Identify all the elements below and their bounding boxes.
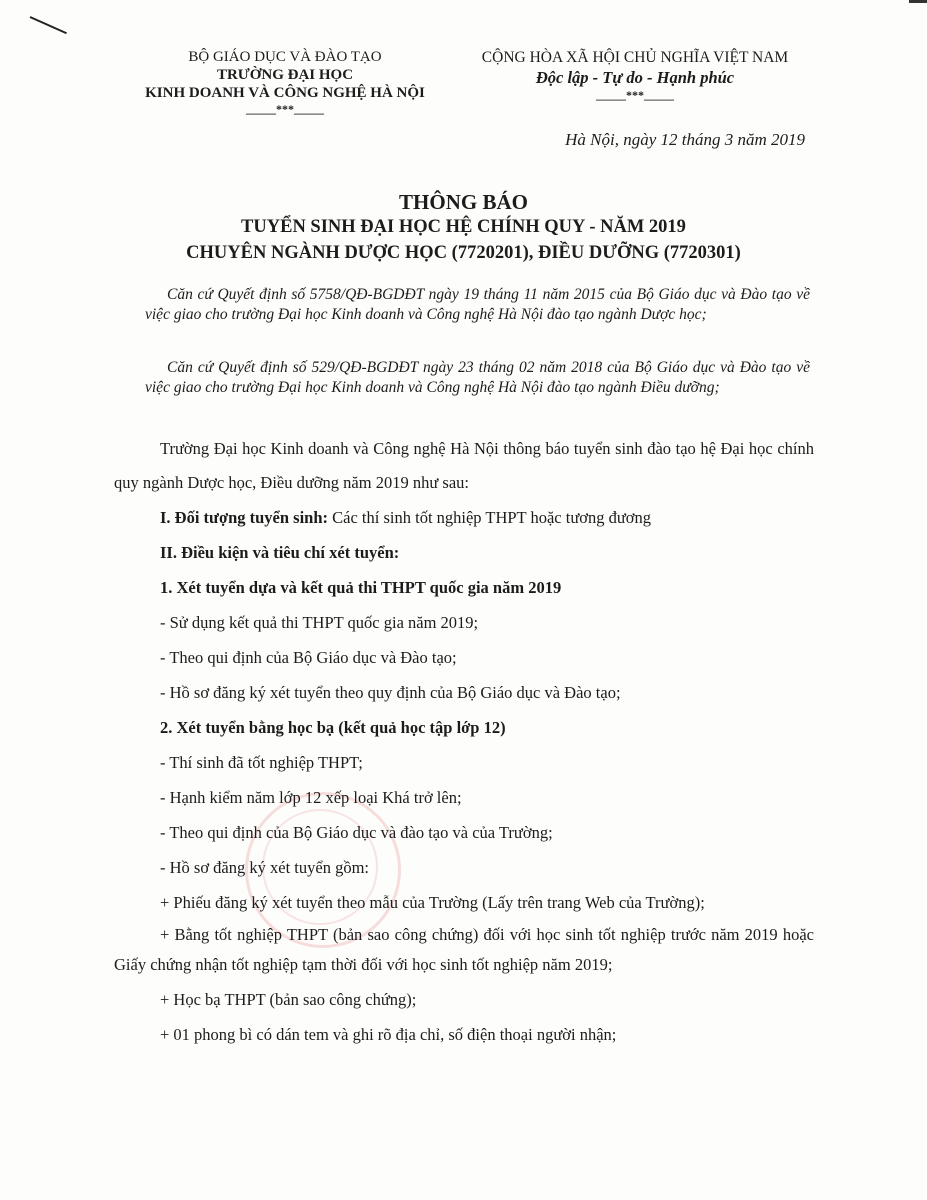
issuer-header [135,48,435,116]
document-title: THÔNG BÁO [399,190,528,214]
document-subtitle: TUYỂN SINH ĐẠI HỌC HỆ CHÍNH QUY - NĂM 2019 [241,217,686,237]
header-right-separator: _____***_____ [596,88,674,102]
list-item: - Theo qui định của Bộ Giáo dục và Đào tạo; [160,648,457,667]
document-subtitle-majors: CHUYÊN NGÀNH DƯỢC HỌC (7720201), ĐIỀU DƯỠNG (7720301) [186,243,741,263]
subsection-2-heading: 2. Xét tuyển bằng học bạ (kết quả học tập lớp 12) [160,718,506,737]
national-header [455,48,815,102]
date-line: Hà Nội, ngày 12 tháng 3 năm 2019 [565,130,805,149]
header-left-separator: _____***_____ [246,102,324,116]
section-2-heading: II. Điều kiện và tiêu chí xét tuyển: [160,543,400,562]
list-item: - Thí sinh đã tốt nghiệp THPT; [160,753,363,772]
national-motto: Độc lập - Tự do - Hạnh phúc [535,68,735,87]
list-item: - Hạnh kiểm năm lớp 12 xếp loại Khá trở lên; [160,788,462,807]
ministry-name: BỘ GIÁO DỤC VÀ ĐÀO TẠO [188,49,382,65]
list-item: + 01 phong bì có dán tem và ghi rõ địa chỉ, số điện thoại người nhận; [160,1025,617,1044]
list-item: + Học bạ THPT (bản sao công chứng); [160,990,417,1009]
university-name-line2: KINH DOANH VÀ CÔNG NGHỆ HÀ NỘI [145,85,425,101]
diploma-requirement-paragraph: + Bằng tốt nghiệp THPT (bản sao công chứng) đối với học sinh tốt nghiệp trước năm 2019 hoặc Giấy chứng nhận tốt nghiệp tạm thời đối với học sinh tốt nghiệp năm 2019; [114,925,814,974]
section-1-text: Các thí sinh tốt nghiệp THPT hoặc tương đương [328,508,652,527]
intro-paragraph: Trường Đại học Kinh doanh và Công nghệ Hà Nội thông báo tuyển sinh đào tạo hệ Đại học chính quy ngành Dược học, Điều dưỡng năm 2019 như sau: [114,439,814,492]
list-item: - Sử dụng kết quả thi THPT quốc gia năm 2019; [160,613,479,632]
list-item: - Theo qui định của Bộ Giáo dục và đào tạo và của Trường; [160,823,553,842]
list-item: - Hồ sơ đăng ký xét tuyển gồm: [160,858,369,877]
legal-basis-1: Căn cứ Quyết định số 5758/QĐ-BGDĐT ngày 19 tháng 11 năm 2015 của Bộ Giáo dục và Đào tạo về việc giao cho trường Đại học Kinh doanh và Công nghệ Hà Nội đào tạo ngành Dược học; [145,286,810,323]
scan-edge-mark [909,0,927,3]
legal-basis-2: Căn cứ Quyết định số 529/QĐ-BGDĐT ngày 23 tháng 02 năm 2018 của Bộ Giáo dục và Đào tạo về việc giao cho trường Đại học Kinh doanh và Công nghệ Hà Nội đào tạo ngành Điều dưỡng; [145,359,810,396]
section-1 [160,508,651,528]
pen-mark [30,16,67,34]
list-item: - Hồ sơ đăng ký xét tuyển theo quy định của Bộ Giáo dục và Đào tạo; [160,683,621,702]
country-name: CỘNG HÒA XÃ HỘI CHỦ NGHĨA VIỆT NAM [481,49,789,66]
subsection-1-heading: 1. Xét tuyển dựa và kết quả thi THPT quốc gia năm 2019 [160,578,562,597]
list-item: + Phiếu đăng ký xét tuyển theo mẫu của Trường (Lấy trên trang Web của Trường); [160,893,705,912]
section-1-heading: I. Đối tượng tuyển sinh: [160,508,329,527]
university-name-line1: TRƯỜNG ĐẠI HỌC [216,67,354,83]
